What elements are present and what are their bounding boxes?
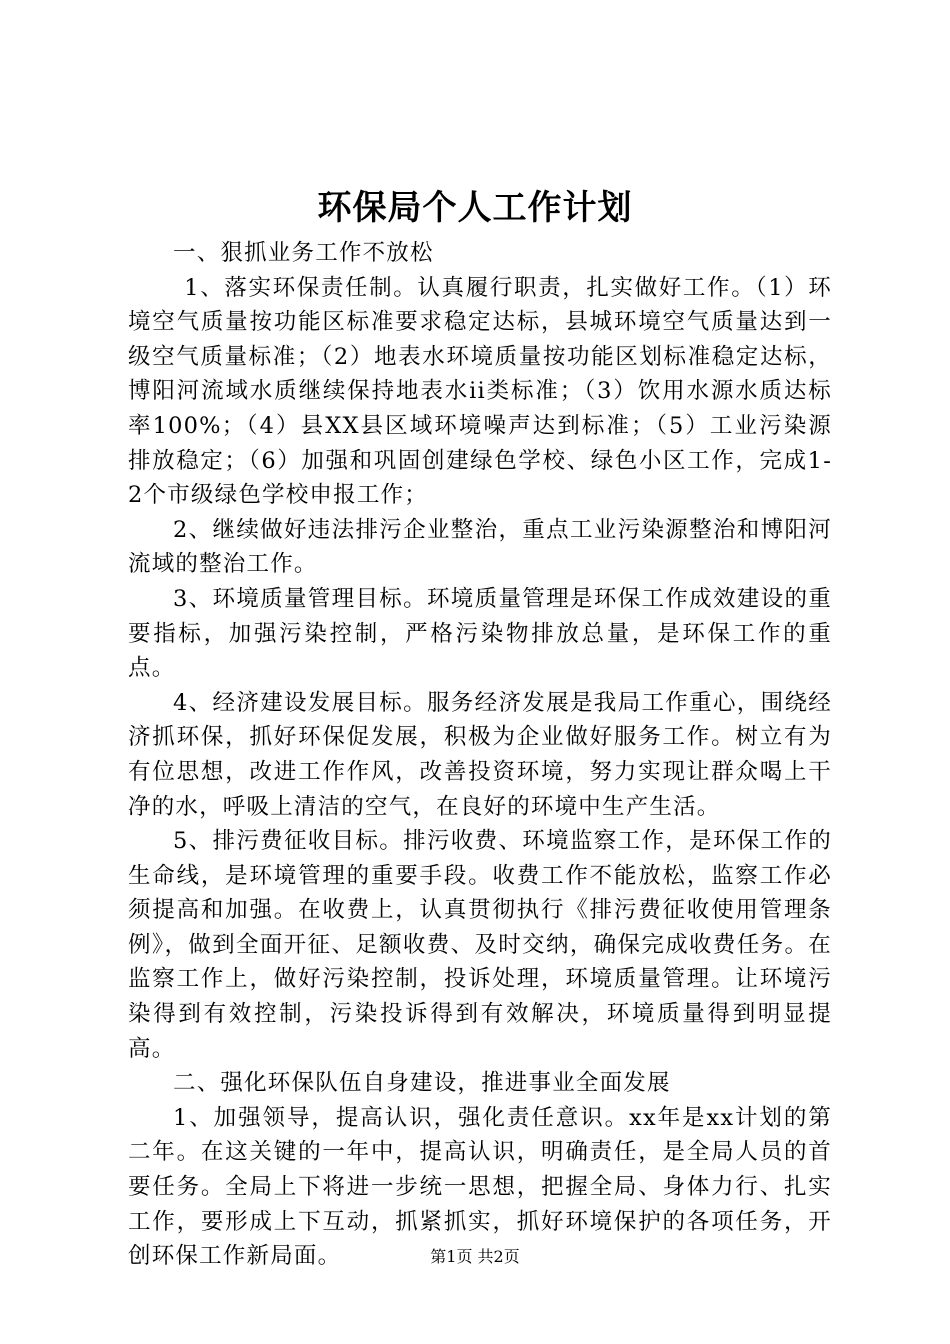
paragraph-item-1-4: 4、经济建设发展目标。服务经济发展是我局工作重心，围绕经济抓环保，抓好环保促发展，积极为企业做好服务工作。树立有为有位思想，改进工作作风，改善投资环境，努力实现让群众喝上干净的水，呼吸上清洁的空气，在良好的环境中生产生活。 — [128, 689, 832, 820]
paragraph-item-1-3: 3、环境质量管理目标。环境质量管理是环保工作成效建设的重要指标，加强污染控制，严格污染物排放总量，是环保工作的重点。 — [128, 585, 832, 682]
section-heading-2: 二、强化环保队伍自身建设，推进事业全面发展 — [173, 1070, 671, 1097]
document-body — [128, 236, 832, 1274]
paragraph-item-1-2: 2、继续做好违法排污企业整治，重点工业污染源整治和博阳河流域的整治工作。 — [128, 516, 832, 578]
document-title: 环保局个人工作计划 — [317, 188, 633, 228]
paragraph-item-1-5: 5、排污费征收目标。排污收费、环境监察工作，是环保工作的生命线，是环境管理的重要手段。收费工作不能放松，监察工作必须提高和加强。在收费上，认真贯彻执行《排污费征收使用管理条例》，做到全面开征、足额收费、及时交纳，确保完成收费任务。在监察工作上，做好污染控制，投诉处理，环境质量管理。让环境污染得到有效控制，污染投诉得到有效解决，环境质量得到明显提高。 — [128, 828, 832, 1062]
paragraph-item-1-1: 1、落实环保责任制。认真履行职责，扎实做好工作。（1）环境空气质量按功能区标准要求稳定达标，县城环境空气质量达到一级空气质量标准；（2）地表水环境质量按功能区划标准稳定达标，博阳河流域水质继续保持地表水ii类标准；（3）饮用水源水质达标率100%；（4）县XX县区域环境噪声达到标准；（5）工业污染源排放稳定；（6）加强和巩固创建绿色学校、绿色小区工作，完成1-2个市级绿色学校申报工作； — [128, 274, 832, 509]
section-heading-1: 一、狠抓业务工作不放松 — [173, 240, 434, 266]
page-footer: 第1页 共2页 — [430, 1247, 520, 1266]
paragraph-item-2-1: 1、加强领导，提高认识，强化责任意识。xx年是xx计划的第二年。在这关键的一年中，提高认识，明确责任，是全局人员的首要任务。全局上下将进一步统一思想，把握全局、身体力行、扎实工作，要形成上下互动，抓紧抓实，抓好环境保护的各项任务，开创环保工作新局面。 — [128, 1104, 832, 1270]
